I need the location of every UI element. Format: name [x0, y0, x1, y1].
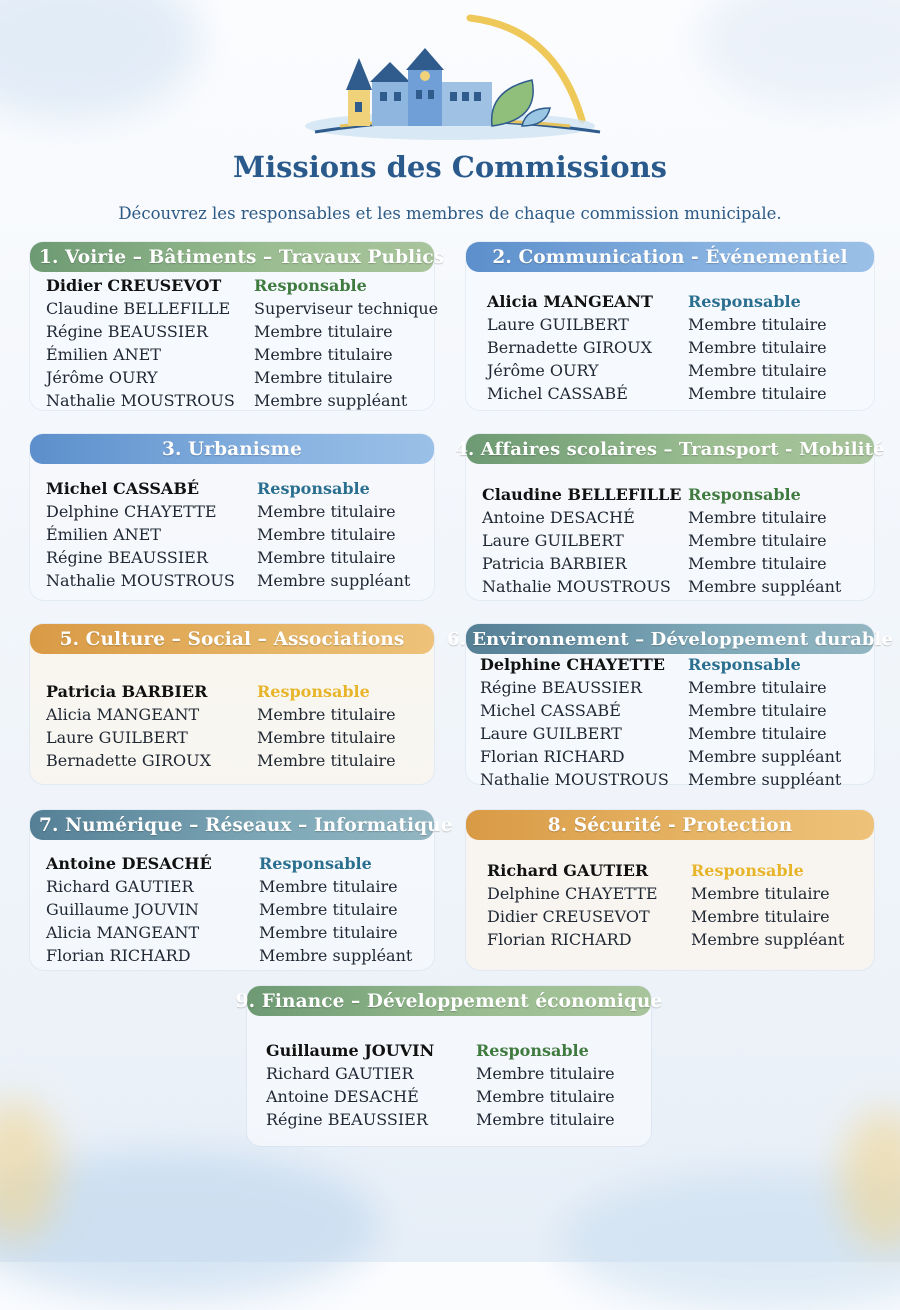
- commission-title: 5. Culture – Social – Associations: [30, 624, 434, 654]
- member-row: [266, 1062, 643, 1085]
- commission-title: 2. Communication - Événementiel: [466, 242, 874, 272]
- member-role: Membre titulaire: [688, 724, 827, 743]
- member-role: Membre titulaire: [259, 900, 398, 919]
- member-row: [487, 928, 866, 951]
- member-row: [487, 859, 866, 882]
- member-role: Membre suppléant: [257, 571, 411, 590]
- member-row: [480, 768, 866, 791]
- commission-card-voirie: [30, 242, 445, 410]
- member-name: Guillaume JOUVIN: [266, 1041, 435, 1060]
- member-role: Membre titulaire: [254, 345, 393, 364]
- member-row: [487, 336, 866, 359]
- member-row: [46, 320, 426, 343]
- member-row: [480, 722, 866, 745]
- member-name: Laure GUILBERT: [46, 728, 188, 747]
- member-row: [482, 506, 866, 529]
- member-name: Alicia MANGEANT: [46, 705, 200, 724]
- member-row: [46, 523, 426, 546]
- commission-card-communication: [466, 242, 874, 410]
- member-name: Michel CASSABÉ: [480, 701, 621, 720]
- member-role: Membre suppléant: [688, 577, 842, 596]
- member-role: Responsable: [259, 854, 372, 873]
- member-row: [46, 297, 439, 320]
- member-name: Bernadette GIROUX: [487, 338, 652, 357]
- member-row: [487, 382, 866, 405]
- member-row: [46, 389, 426, 412]
- member-role: Responsable: [691, 861, 804, 880]
- member-row: [266, 1039, 643, 1062]
- member-name: Richard GAUTIER: [46, 877, 194, 896]
- member-row: [487, 905, 866, 928]
- member-name: Michel CASSABÉ: [487, 384, 628, 403]
- member-role: Membre titulaire: [688, 361, 827, 380]
- member-role: Membre titulaire: [691, 884, 830, 903]
- commission-card-affaires-scolaires: [455, 434, 885, 600]
- member-row: [487, 359, 866, 382]
- member-name: Michel CASSABÉ: [46, 479, 200, 498]
- member-name: Antoine DESACHÉ: [46, 854, 212, 873]
- member-name: Patricia BARBIER: [46, 682, 208, 701]
- member-role: Membre titulaire: [691, 907, 830, 926]
- member-role: Membre titulaire: [688, 531, 827, 550]
- member-row: [46, 343, 426, 366]
- member-role: Membre titulaire: [257, 502, 396, 521]
- member-row: [46, 569, 426, 592]
- member-name: Régine BEAUSSIER: [46, 548, 208, 567]
- commission-card-finance: [235, 986, 663, 1146]
- member-role: Membre titulaire: [688, 554, 827, 573]
- member-name: Nathalie MOUSTROUS: [46, 571, 235, 590]
- member-role: Superviseur technique: [254, 299, 439, 318]
- member-name: Émilien ANET: [46, 345, 161, 364]
- member-role: Responsable: [476, 1041, 589, 1060]
- member-row: [480, 745, 866, 768]
- commission-title: 4. Affaires scolaires – Transport - Mobilité: [466, 434, 874, 464]
- member-role: Membre titulaire: [254, 322, 393, 341]
- member-name: Antoine DESACHÉ: [266, 1087, 419, 1106]
- member-name: Nathalie MOUSTROUS: [480, 770, 669, 789]
- member-role: Membre titulaire: [476, 1064, 615, 1083]
- member-name: Didier CREUSEVOT: [487, 907, 650, 926]
- member-name: Régine BEAUSSIER: [480, 678, 642, 697]
- member-role: Responsable: [688, 485, 801, 504]
- member-row: [266, 1085, 643, 1108]
- commission-title: 9. Finance – Développement économique: [247, 986, 651, 1016]
- member-row: [46, 898, 426, 921]
- member-name: Bernadette GIROUX: [46, 751, 211, 770]
- member-name: Alicia MANGEANT: [46, 923, 200, 942]
- member-name: Laure GUILBERT: [487, 315, 629, 334]
- member-role: Responsable: [254, 276, 367, 295]
- member-role: Membre suppléant: [259, 946, 413, 965]
- member-row: [46, 944, 426, 967]
- member-row: [487, 313, 866, 336]
- member-name: Émilien ANET: [46, 525, 161, 544]
- member-row: [482, 529, 866, 552]
- member-row: [46, 477, 426, 500]
- member-role: Membre titulaire: [257, 525, 396, 544]
- member-role: Membre titulaire: [476, 1087, 615, 1106]
- member-row: [46, 500, 426, 523]
- member-name: Nathalie MOUSTROUS: [46, 391, 235, 410]
- member-role: Membre suppléant: [688, 747, 842, 766]
- member-role: Responsable: [688, 292, 801, 311]
- commission-card-culture: [30, 624, 434, 784]
- member-row: [46, 274, 426, 297]
- member-role: Membre titulaire: [476, 1110, 615, 1129]
- member-row: [46, 852, 426, 875]
- member-name: Jérôme OURY: [46, 368, 158, 387]
- member-role: Membre titulaire: [254, 368, 393, 387]
- member-name: Laure GUILBERT: [482, 531, 624, 550]
- background-wash: [700, 0, 900, 110]
- member-row: [487, 290, 866, 313]
- member-row: [46, 366, 426, 389]
- commission-title: 6. Environnement – Développement durable: [466, 624, 874, 654]
- member-row: [480, 676, 866, 699]
- member-name: Régine BEAUSSIER: [266, 1110, 428, 1129]
- member-name: Nathalie MOUSTROUS: [482, 577, 671, 596]
- member-role: Membre suppléant: [254, 391, 408, 410]
- commission-title: 8. Sécurité - Protection: [466, 810, 874, 840]
- member-role: Membre titulaire: [257, 728, 396, 747]
- member-row: [480, 653, 866, 676]
- background-wash: [0, 0, 200, 120]
- commission-card-environnement: [447, 624, 894, 789]
- member-name: Didier CREUSEVOT: [46, 276, 222, 295]
- member-role: Membre titulaire: [688, 678, 827, 697]
- commission-card-urbanisme: [30, 434, 434, 600]
- commission-title: 1. Voirie – Bâtiments – Travaux Publics: [30, 242, 434, 272]
- commission-card-numerique: [30, 810, 453, 970]
- page-title: Missions des Commissions: [232, 150, 668, 184]
- member-row: [46, 726, 426, 749]
- member-name: Alicia MANGEANT: [487, 292, 653, 311]
- member-name: Claudine BELLEFILLE: [46, 299, 231, 318]
- member-name: Jérôme OURY: [487, 361, 599, 380]
- member-row: [46, 546, 426, 569]
- commission-card-securite: [466, 810, 874, 970]
- member-row: [46, 921, 426, 944]
- member-name: Delphine CHAYETTE: [487, 884, 658, 903]
- member-name: Delphine CHAYETTE: [480, 655, 665, 674]
- member-name: Florian RICHARD: [480, 747, 625, 766]
- member-name: Florian RICHARD: [46, 946, 191, 965]
- member-role: Membre titulaire: [688, 701, 827, 720]
- member-role: Membre titulaire: [259, 877, 398, 896]
- commission-title: 3. Urbanisme: [30, 434, 434, 464]
- member-name: Florian RICHARD: [487, 930, 632, 949]
- member-name: Laure GUILBERT: [480, 724, 622, 743]
- member-row: [480, 699, 866, 722]
- member-name: Guillaume JOUVIN: [46, 900, 199, 919]
- member-name: Antoine DESACHÉ: [482, 508, 635, 527]
- member-role: Membre suppléant: [691, 930, 845, 949]
- member-row: [46, 680, 426, 703]
- member-name: Patricia BARBIER: [482, 554, 627, 573]
- member-name: Régine BEAUSSIER: [46, 322, 208, 341]
- member-role: Membre titulaire: [257, 705, 396, 724]
- member-role: Membre titulaire: [259, 923, 398, 942]
- member-name: Richard GAUTIER: [266, 1064, 414, 1083]
- member-role: Membre titulaire: [257, 751, 396, 770]
- member-row: [266, 1108, 643, 1131]
- member-name: Delphine CHAYETTE: [46, 502, 217, 521]
- member-role: Responsable: [688, 655, 801, 674]
- member-role: Responsable: [257, 479, 370, 498]
- page-subtitle: Découvrez les responsables et les membres de chaque commission municipale.: [118, 204, 782, 223]
- member-role: Membre titulaire: [257, 548, 396, 567]
- member-row: [482, 575, 866, 598]
- member-name: Claudine BELLEFILLE: [482, 485, 682, 504]
- member-row: [46, 703, 426, 726]
- member-role: Membre titulaire: [688, 315, 827, 334]
- member-row: [487, 882, 866, 905]
- member-row: [482, 552, 866, 575]
- member-row: [46, 875, 426, 898]
- member-role: Membre titulaire: [688, 338, 827, 357]
- member-role: Responsable: [257, 682, 370, 701]
- member-role: Membre titulaire: [688, 508, 827, 527]
- village-illustration: [300, 10, 610, 150]
- member-role: Membre suppléant: [688, 770, 842, 789]
- member-row: [46, 749, 426, 772]
- member-row: [482, 483, 866, 506]
- member-name: Richard GAUTIER: [487, 861, 649, 880]
- member-role: Membre titulaire: [688, 384, 827, 403]
- commission-title: 7. Numérique – Réseaux – Informatique: [30, 810, 434, 840]
